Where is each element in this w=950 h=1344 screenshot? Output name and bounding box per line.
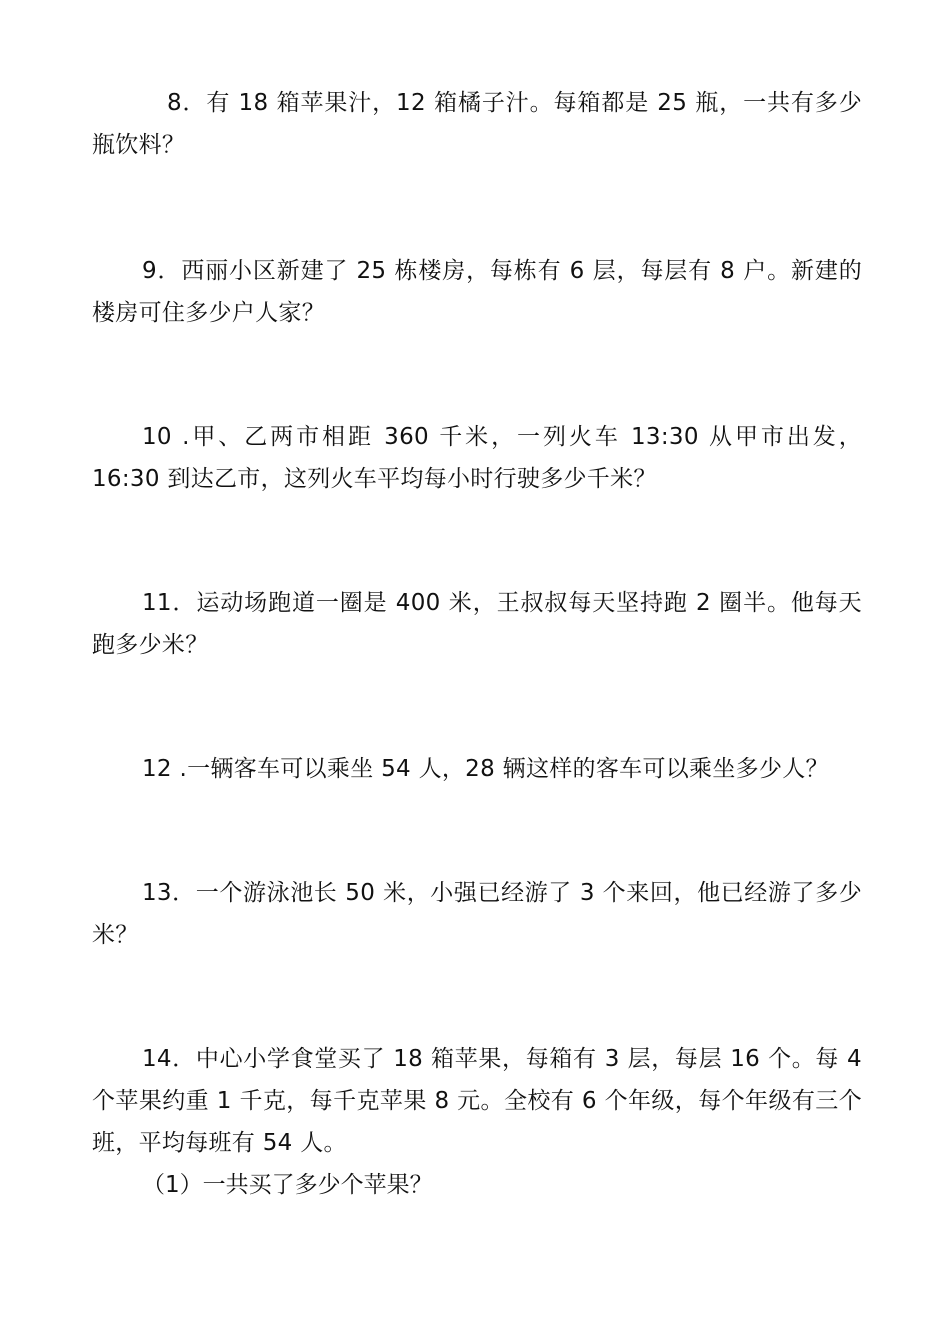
problem-10 bbox=[92, 416, 862, 500]
problem-number: 10 . bbox=[142, 424, 190, 450]
problem-text: 一辆客车可以乘坐 54 人，28 辆这样的客车可以乘坐多少人？ bbox=[187, 756, 829, 782]
problem-number: 14． bbox=[142, 1046, 196, 1072]
problem-number: 13． bbox=[142, 880, 196, 906]
problem-11 bbox=[92, 582, 862, 666]
problem-number: 9． bbox=[142, 258, 182, 284]
problem-9 bbox=[92, 250, 862, 334]
problem-text: 有 18 箱苹果汁，12 箱橘子汁。每箱都是 25 瓶，一共有多少瓶饮料？ bbox=[92, 90, 862, 158]
problem-text: 一个游泳池长 50 米，小强已经游了 3 个来回，他已经游了多少米？ bbox=[92, 880, 862, 948]
problem-text: 甲、乙两市相距 360 千米，一列火车 13:30 从甲市出发，16:30 到达乙市，这列火车平均每小时行驶多少千米？ bbox=[92, 424, 863, 492]
problem-number: 11． bbox=[142, 590, 197, 616]
problem-14 bbox=[92, 1038, 862, 1164]
problem-8 bbox=[92, 82, 862, 166]
problem-number: 8． bbox=[167, 90, 207, 116]
problem-number: 12 . bbox=[142, 756, 188, 782]
problem-text: 中心小学食堂买了 18 箱苹果，每箱有 3 层，每层 16 个。每 4 个苹果约重 1 千克，每千克苹果 8 元。全校有 6 个年级，每个年级有三个班，平均每班有 54 人。 bbox=[92, 1046, 862, 1156]
problem-12 bbox=[92, 748, 862, 790]
problem-text: 运动场跑道一圈是 400 米，王叔叔每天坚持跑 2 圈半。他每天跑多少米？ bbox=[92, 590, 862, 658]
problem-text: 西丽小区新建了 25 栋楼房，每栋有 6 层，每层有 8 户。新建的楼房可住多少户人家？ bbox=[92, 258, 862, 326]
problem-13 bbox=[92, 872, 862, 956]
subquestion-1: （1）一共买了多少个苹果？ bbox=[142, 1172, 433, 1198]
